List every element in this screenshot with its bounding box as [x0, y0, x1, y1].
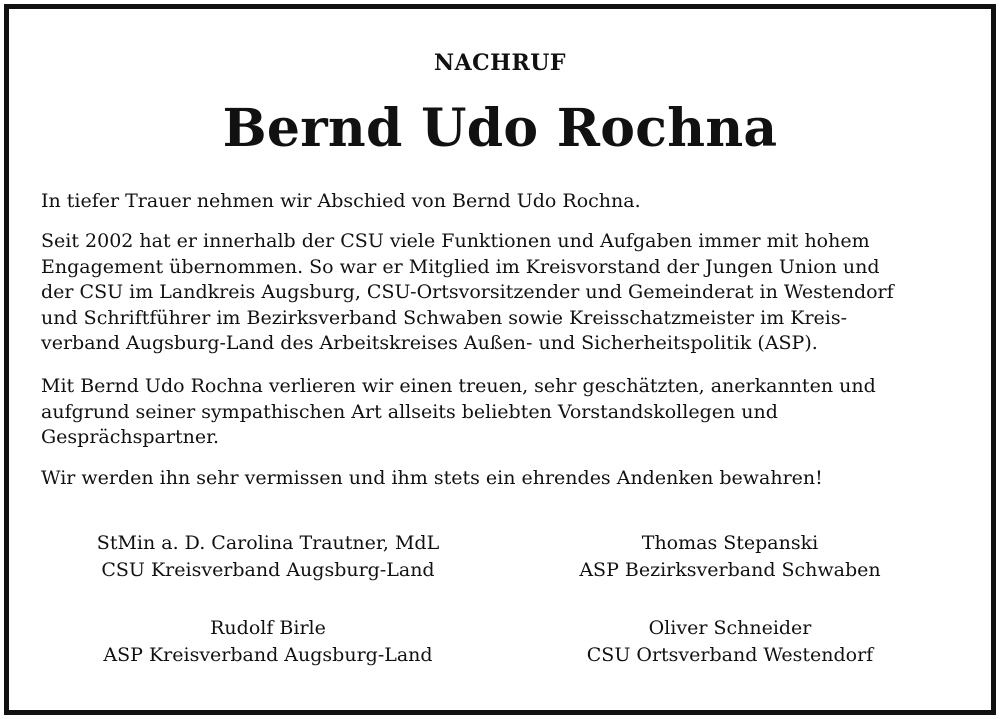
- signatory-organization: ASP Kreisverband Augsburg-Land: [103, 644, 433, 666]
- paragraph-tribute: [41, 374, 971, 451]
- text-line: Seit 2002 hat er innerhalb der CSU viele Funktionen und Aufgaben immer mit hohem: [41, 230, 870, 252]
- text-line: Gesprächspartner.: [41, 426, 220, 448]
- signatory-name: StMin a. D. Carolina Trautner, MdL: [96, 532, 440, 554]
- signatory-organization: CSU Kreisverband Augsburg-Land: [101, 559, 435, 581]
- text-line: verband Augsburg-Land des Arbeitskreises Außen- und Sicherheitspolitik (ASP).: [41, 332, 818, 354]
- signatory-stepanski: [520, 530, 940, 584]
- signatory-trautner: [58, 530, 478, 584]
- paragraph-farewell: [41, 189, 971, 215]
- text-line: Mit Bernd Udo Rochna verlieren wir einen treuen, sehr geschätzten, anerkannten und: [41, 375, 876, 397]
- signatory-schneider: [520, 615, 940, 669]
- text-line: aufgrund seiner sympathischen Art allseits beliebten Vorstandskollegen und: [41, 400, 778, 423]
- signatory-name: Rudolf Birle: [210, 617, 326, 639]
- signatory-birle: [58, 615, 478, 669]
- text-line: Wir werden ihn sehr vermissen und ihm stets ein ehrendes Andenken bewahren!: [41, 467, 823, 489]
- signatory-organization: CSU Ortsverband Westendorf: [586, 644, 874, 666]
- signatory-name: Thomas Stepanski: [641, 532, 819, 554]
- paragraph-closing: [41, 466, 971, 492]
- signatory-name: Oliver Schneider: [648, 617, 812, 639]
- signatory-organization: ASP Bezirksverband Schwaben: [579, 559, 881, 581]
- text-line: In tiefer Trauer nehmen wir Abschied von Bernd Udo Rochna.: [41, 190, 641, 212]
- paragraph-career: [41, 229, 971, 357]
- text-line: und Schriftführer im Bezirksverband Schwaben sowie Kreisschatzmeister im Kreis-: [41, 306, 848, 329]
- deceased-name: Bernd Udo Rochna: [222, 98, 778, 159]
- notice-heading: NACHRUF: [433, 50, 567, 76]
- text-line: Engagement übernommen. So war er Mitglied im Kreisvorstand der Jungen Union und: [41, 255, 880, 278]
- text-line: der CSU im Landkreis Augsburg, CSU-Ortsvorsitzender und Gemeinderat in Westendorf: [41, 281, 894, 303]
